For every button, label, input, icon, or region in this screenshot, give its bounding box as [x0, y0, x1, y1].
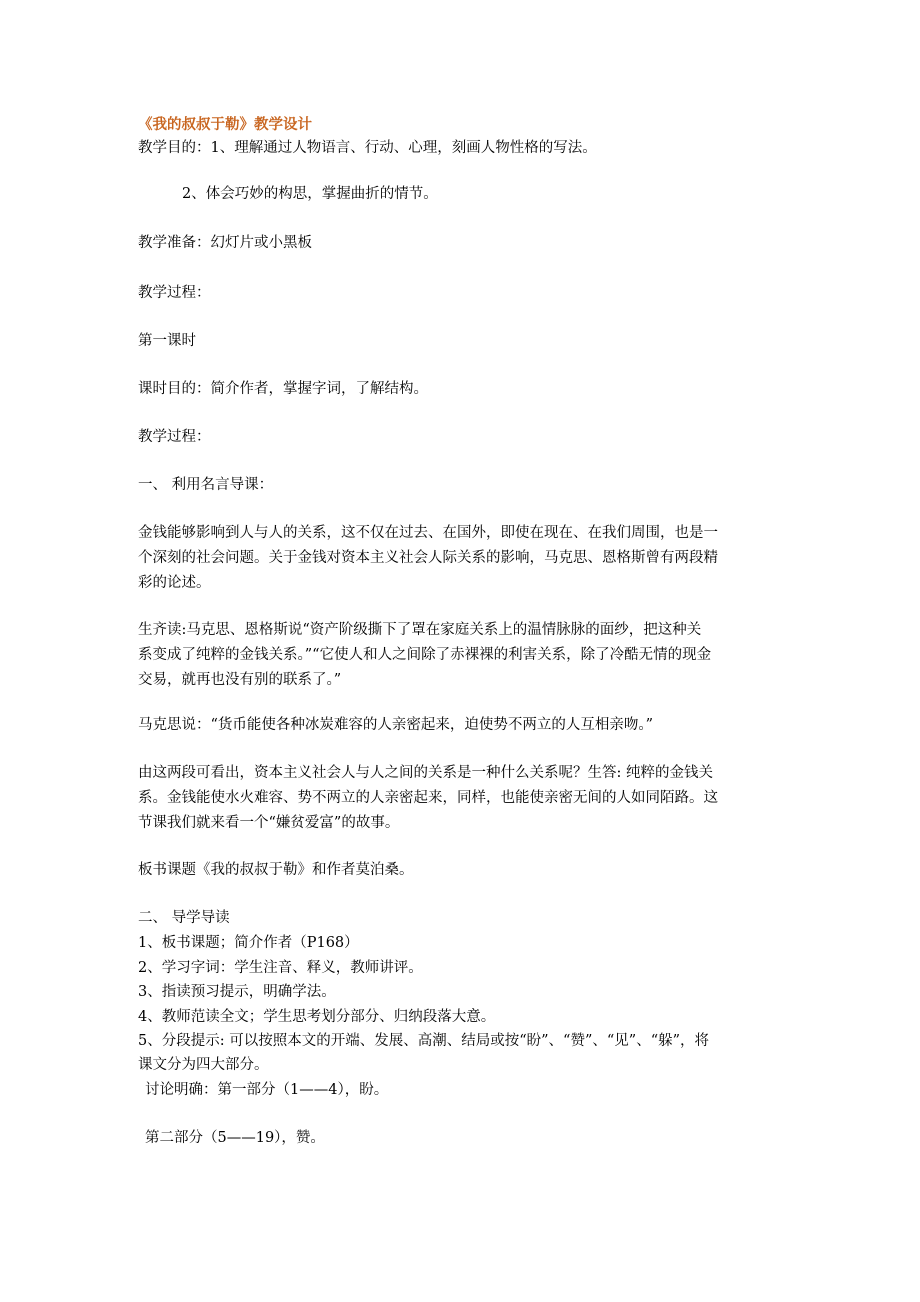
list-item: 3、指读预习提示，明确学法。 — [138, 984, 336, 1000]
teaching-prep: 教学准备：幻灯片或小黑板 — [138, 235, 312, 251]
teaching-goal-2: 2、体会巧妙的构思，掌握曲折的情节。 — [182, 186, 438, 202]
list-item: 课文分为四大部分。 — [138, 1057, 269, 1073]
lesson-heading: 第一课时 — [138, 333, 196, 349]
paragraph-line: 系变成了纯粹的金钱关系。”“它使人和人之间除了赤裸裸的利害关系，除了冷酷无情的现金 — [138, 647, 712, 663]
paragraph-line: 由这两段可看出，资本主义社会人与人之间的关系是一种什么关系呢？生答: 纯粹的金钱关 — [138, 765, 713, 781]
paragraph-line: 生齐读:马克思、恩格斯说“资产阶级撕下了罩在家庭关系上的温情脉脉的面纱，把这种关 — [138, 622, 702, 638]
paragraph-line: 个深刻的社会问题。关于金钱对资本主义社会人际关系的影响，马克思、恩格斯曾有两段精 — [138, 550, 718, 566]
discussion-line: 讨论明确：第一部分（1——4），盼。 — [145, 1082, 389, 1098]
paragraph-line: 节课我们就来看一个“嫌贫爱富”的故事。 — [138, 815, 400, 831]
paragraph-line: 金钱能够影响到人与人的关系，这不仅在过去、在国外，即使在现在、在我们周围，也是一 — [138, 525, 718, 541]
teaching-process-label: 教学过程： — [138, 285, 211, 301]
lesson-goal: 课时目的：简介作者，掌握字词，了解结构。 — [138, 381, 428, 397]
list-item: 2、学习字词：学生注音、释义，教师讲评。 — [138, 960, 423, 976]
discussion-line: 第二部分（5——19），赞。 — [145, 1130, 325, 1146]
list-item: 5、分段提示: 可以按照本文的开端、发展、高潮、结局或按“盼”、“赞”、“见”、“躲”，将 — [138, 1033, 710, 1049]
section-heading-2: 二、 导学导读 — [138, 910, 230, 926]
list-item: 1、板书课题；简介作者（P168） — [138, 935, 359, 951]
teaching-process-label-2: 教学过程： — [138, 429, 211, 445]
paragraph-line: 板书课题《我的叔叔于勒》和作者莫泊桑。 — [138, 862, 414, 878]
paragraph-line: 系。金钱能使水火难容、势不两立的人亲密起来，同样，也能使亲密无间的人如同陌路。这 — [138, 790, 718, 806]
list-item: 4、教师范读全文；学生思考划分部分、归纳段落大意。 — [138, 1009, 496, 1025]
document-title: 《我的叔叔于勒》教学设计 — [138, 116, 312, 133]
paragraph-line: 彩的论述。 — [138, 575, 211, 591]
paragraph-line: 马克思说：“货币能使各种冰炭难容的人亲密起来，迫使势不两立的人互相亲吻。” — [138, 717, 654, 733]
paragraph-line: 交易，就再也没有别的联系了。” — [138, 672, 342, 688]
section-heading-1: 一、 利用名言导课： — [138, 477, 274, 493]
teaching-goal-1: 教学目的：1、理解通过人物语言、行动、心理，刻画人物性格的写法。 — [138, 140, 597, 156]
